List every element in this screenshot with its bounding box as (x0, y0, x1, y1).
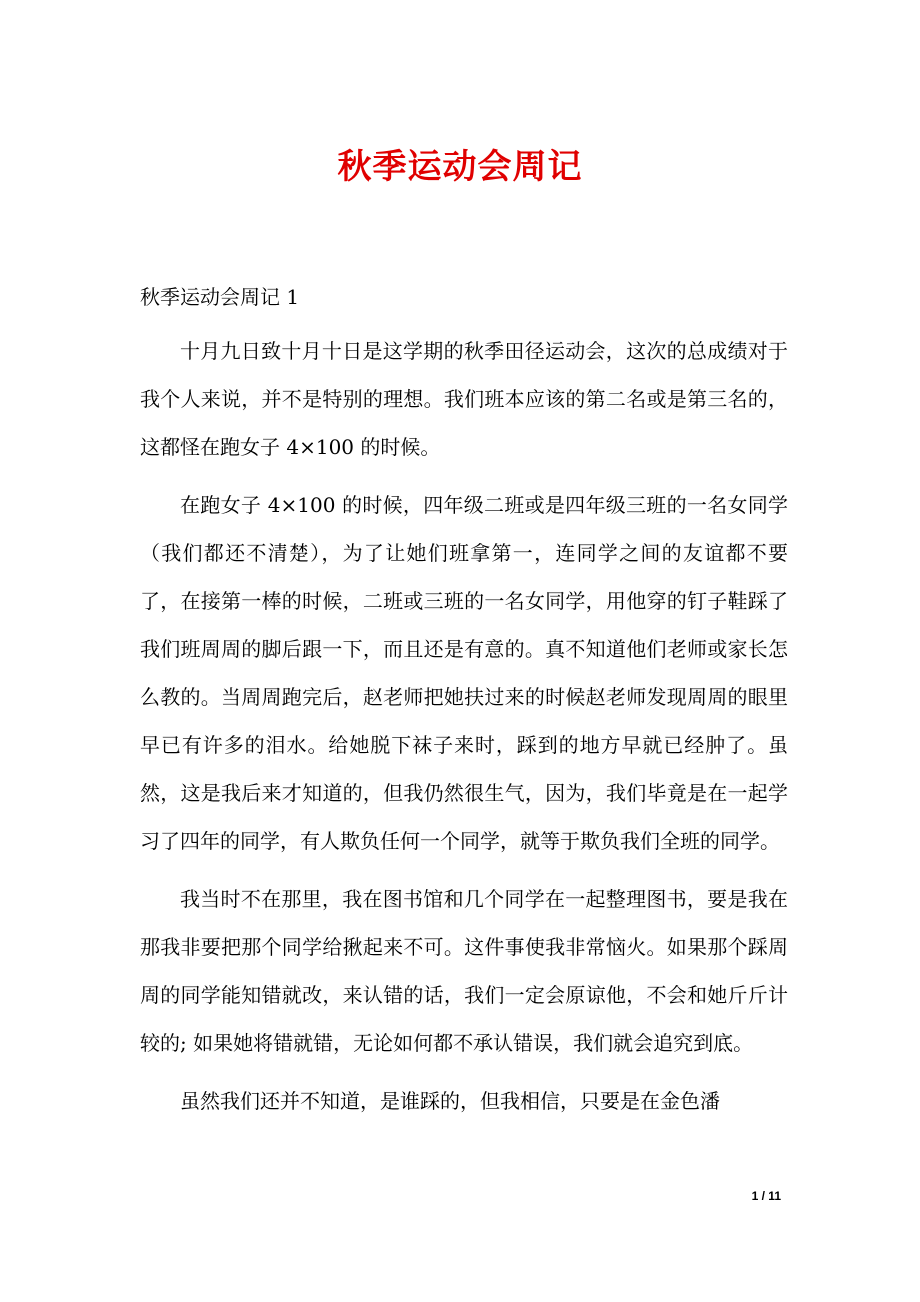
paragraph-2: 在跑女子 4×100 的时候，四年级二班或是四年级三班的一名女同学（我们都还不清楚），为了让她们班拿第一，连同学之间的友谊都不要了，在接第一棒的时候，二班或三班的一名女同学，用他穿的钉子鞋踩了我们班周周的脚后跟一下，而且还是有意的。真不知道他们老师或家长怎么教的。当周周跑完后，赵老师把她扶过来的时候赵老师发现周周的眼里早已有许多的泪水。给她脱下袜子来时，踩到的地方早就已经肿了。虽然，这是我后来才知道的，但我仍然很生气，因为，我们毕竟是在一起学习了四年的同学，有人欺负任何一个同学，就等于欺负我们全班的同学。 (140, 493, 788, 853)
section-heading: 秋季运动会周记 1 (140, 285, 300, 309)
page-number: 1 / 11 (751, 1189, 781, 1203)
paragraph-1: 十月九日致十月十日是这学期的秋季田径运动会，这次的总成绩对于我个人来说，并不是特别的理想。我们班本应该的第二名或是第三名的，这都怪在跑女子 4×100 的时候。 (140, 339, 788, 459)
paragraph-3: 我当时不在那里，我在图书馆和几个同学在一起整理图书，要是我在那我非要把那个同学给揪起来不可。这件事使我非常恼火。如果那个踩周周的同学能知错就改，来认错的话，我们一定会原谅他，不会和她斤斤计较的; 如果她将错就错，无论如何都不承认错误，我们就会追究到底。 (140, 887, 788, 1055)
page-title: 秋季运动会周记 (337, 147, 583, 187)
document-body (140, 279, 788, 1135)
paragraph-4: 虽然我们还并不知道，是谁踩的，但我相信，只要是在金色潘 (180, 1089, 720, 1113)
